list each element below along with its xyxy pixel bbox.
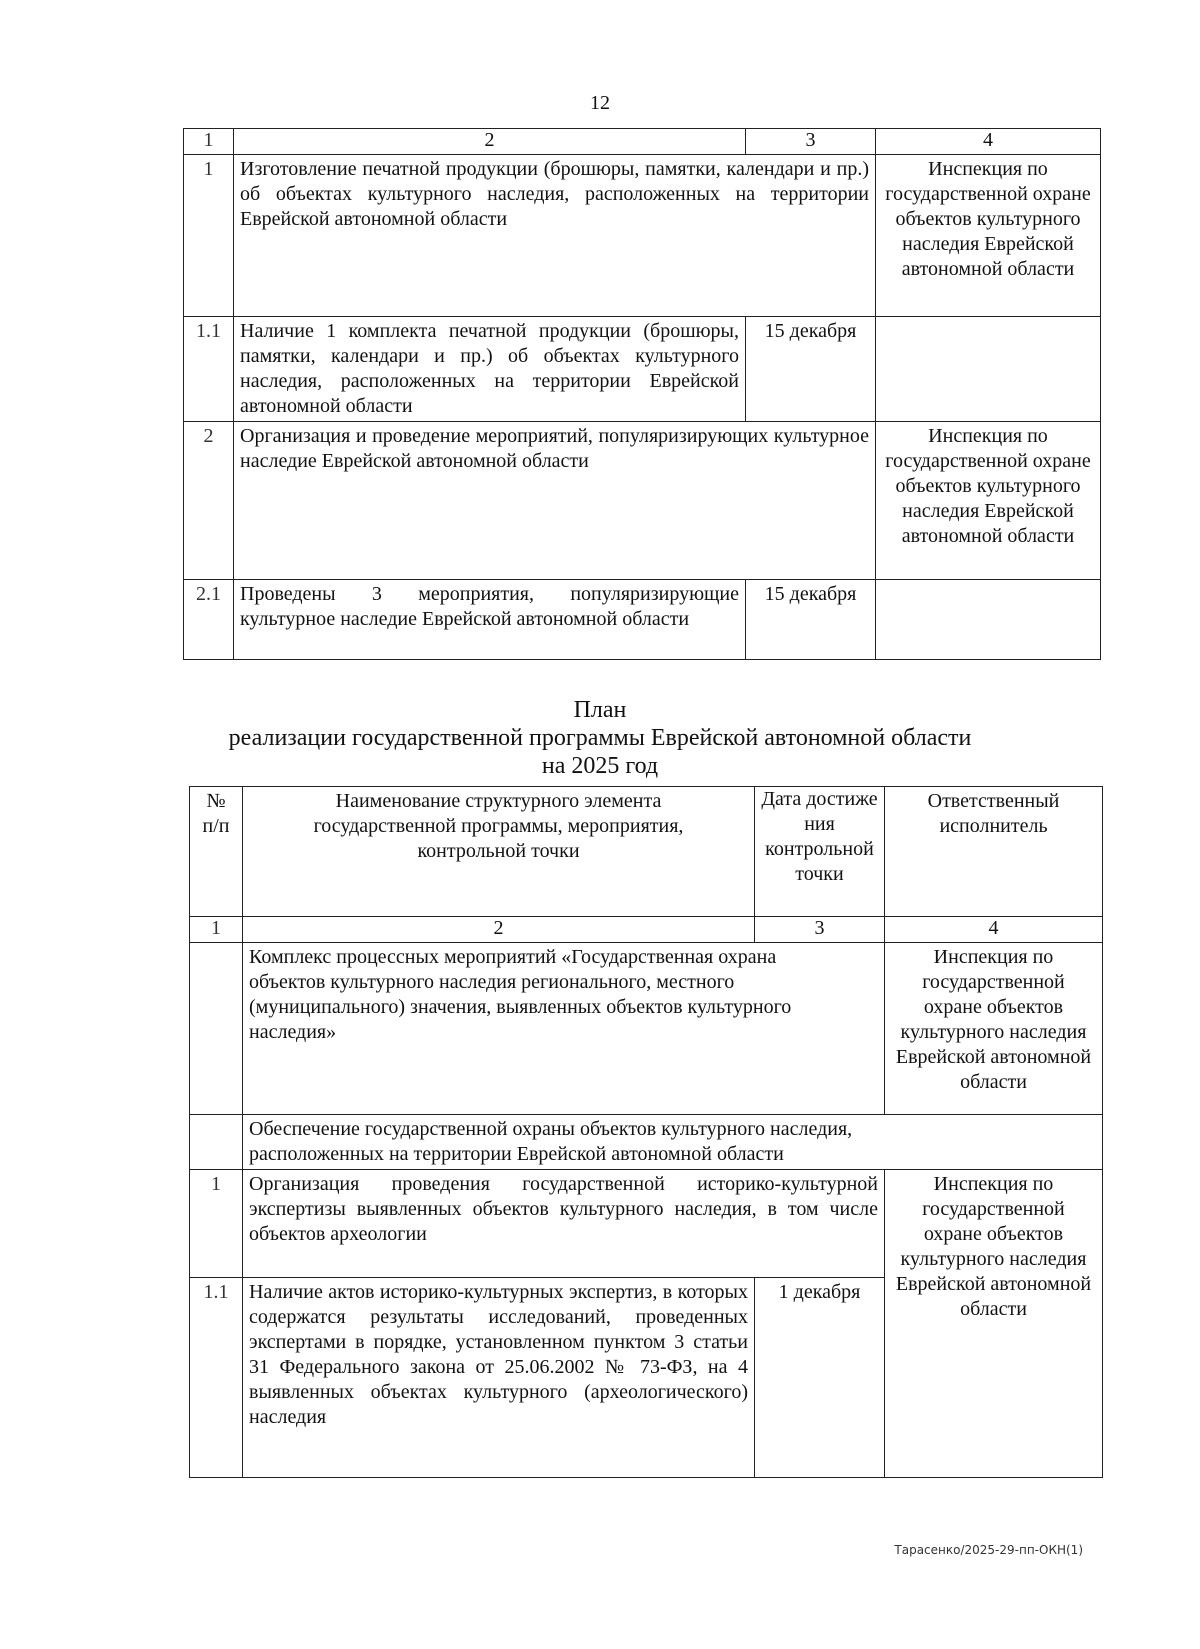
row-name: Наличие актов историко-культурных экспертиз, в которых содержатся результаты исследований, проведенных экспертами в порядке, установленном пунктом 3 статьи 31 Федерального закона от 25.06.2002 № 73-ФЗ, на 4 выявленных объектах культурного (археологического) наследия [243, 1278, 755, 1478]
row-name: Организация и проведение мероприятий, популяризирующих культурное наследие Еврейской автономной области [234, 422, 876, 580]
row-number: 1.1 [190, 1278, 243, 1478]
table-index-row [184, 129, 1101, 155]
row-number: 2.1 [184, 580, 234, 660]
plan-title-line: на 2025 год [541, 753, 659, 779]
table-cell [190, 1115, 243, 1170]
table-cell: 4 [885, 917, 1103, 943]
table-row [190, 1170, 1103, 1278]
row-responsible [876, 580, 1101, 660]
table-index-row [190, 917, 1103, 943]
plan-table [189, 786, 1103, 1478]
row-name: Организация проведения государственной историко-культурной экспертизы выявленных объектов культурного наследия, в том числе объектов археологии [243, 1170, 885, 1278]
column-header-number: № п/п [190, 787, 243, 917]
row-responsible: Инспекция по государственной охране объектов культурного наследия Еврейской автономной области [885, 1170, 1103, 1478]
table-row [190, 1115, 1103, 1170]
row-date: 15 декабря [746, 580, 876, 660]
table-row [184, 422, 1101, 580]
column-header-date: Дата достиже ния контрольной точки [755, 787, 885, 917]
row-number: 1 [190, 1170, 243, 1278]
table-cell: 1 [184, 129, 234, 155]
page-number: 12 [590, 92, 610, 114]
row-responsible: Инспекция по государственной охране объектов культурного наследия Еврейской автономной области [876, 422, 1101, 580]
complex-name: Комплекс процессных мероприятий «Государственная охрана объектов культурного наследия регионального, местного (муниципального) значения, выявленных объектов культурного наследия» [243, 943, 885, 1115]
row-number: 1 [184, 155, 234, 317]
row-responsible: Инспекция по государственной охране объектов культурного наследия Еврейской автономной области [876, 155, 1101, 317]
row-date: 1 декабря [755, 1278, 885, 1478]
table-row [184, 580, 1101, 660]
column-header-name: Наименование структурного элемента государственной программы, мероприятия, контрольной точки [243, 787, 755, 917]
row-responsible: Инспекция по государственной охране объектов культурного наследия Еврейской автономной области [885, 943, 1103, 1115]
table-header-row [190, 787, 1103, 917]
table-row [190, 943, 1103, 1115]
table-cell: 3 [746, 129, 876, 155]
task-name: Обеспечение государственной охраны объектов культурного наследия, расположенных на территории Еврейской автономной области [243, 1115, 1103, 1170]
table-cell [190, 943, 243, 1115]
table-cell: 1 [190, 917, 243, 943]
table-cell: 2 [234, 129, 746, 155]
row-number: 1.1 [184, 317, 234, 422]
row-responsible [876, 317, 1101, 422]
row-number: 2 [184, 422, 234, 580]
table-cell: 3 [755, 917, 885, 943]
row-name: Изготовление печатной продукции (брошюры, памятки, календари и пр.) об объектах культурного наследия, расположенных на территории Еврейской автономной области [234, 155, 876, 317]
continuation-table [183, 128, 1101, 660]
table-cell: 2 [243, 917, 755, 943]
plan-title-line: План [573, 697, 627, 723]
document-footer-code: Тарасенко/2025-29-пп-ОКН(1) [894, 1543, 1083, 1557]
row-name: Наличие 1 комплекта печатной продукции (брошюры, памятки, календари и пр.) об объектах культурного наследия, расположенных на территории Еврейской автономной области [234, 317, 746, 422]
table-row [184, 155, 1101, 317]
plan-title [0, 696, 1200, 780]
row-date: 15 декабря [746, 317, 876, 422]
table-row [184, 317, 1101, 422]
table-cell: 4 [876, 129, 1101, 155]
row-name: Проведены 3 мероприятия, популяризирующие культурное наследие Еврейской автономной области [234, 580, 746, 660]
column-header-responsible: Ответственный исполнитель [885, 787, 1103, 917]
plan-title-line: реализации государственной программы Еврейской автономной области [228, 725, 972, 751]
